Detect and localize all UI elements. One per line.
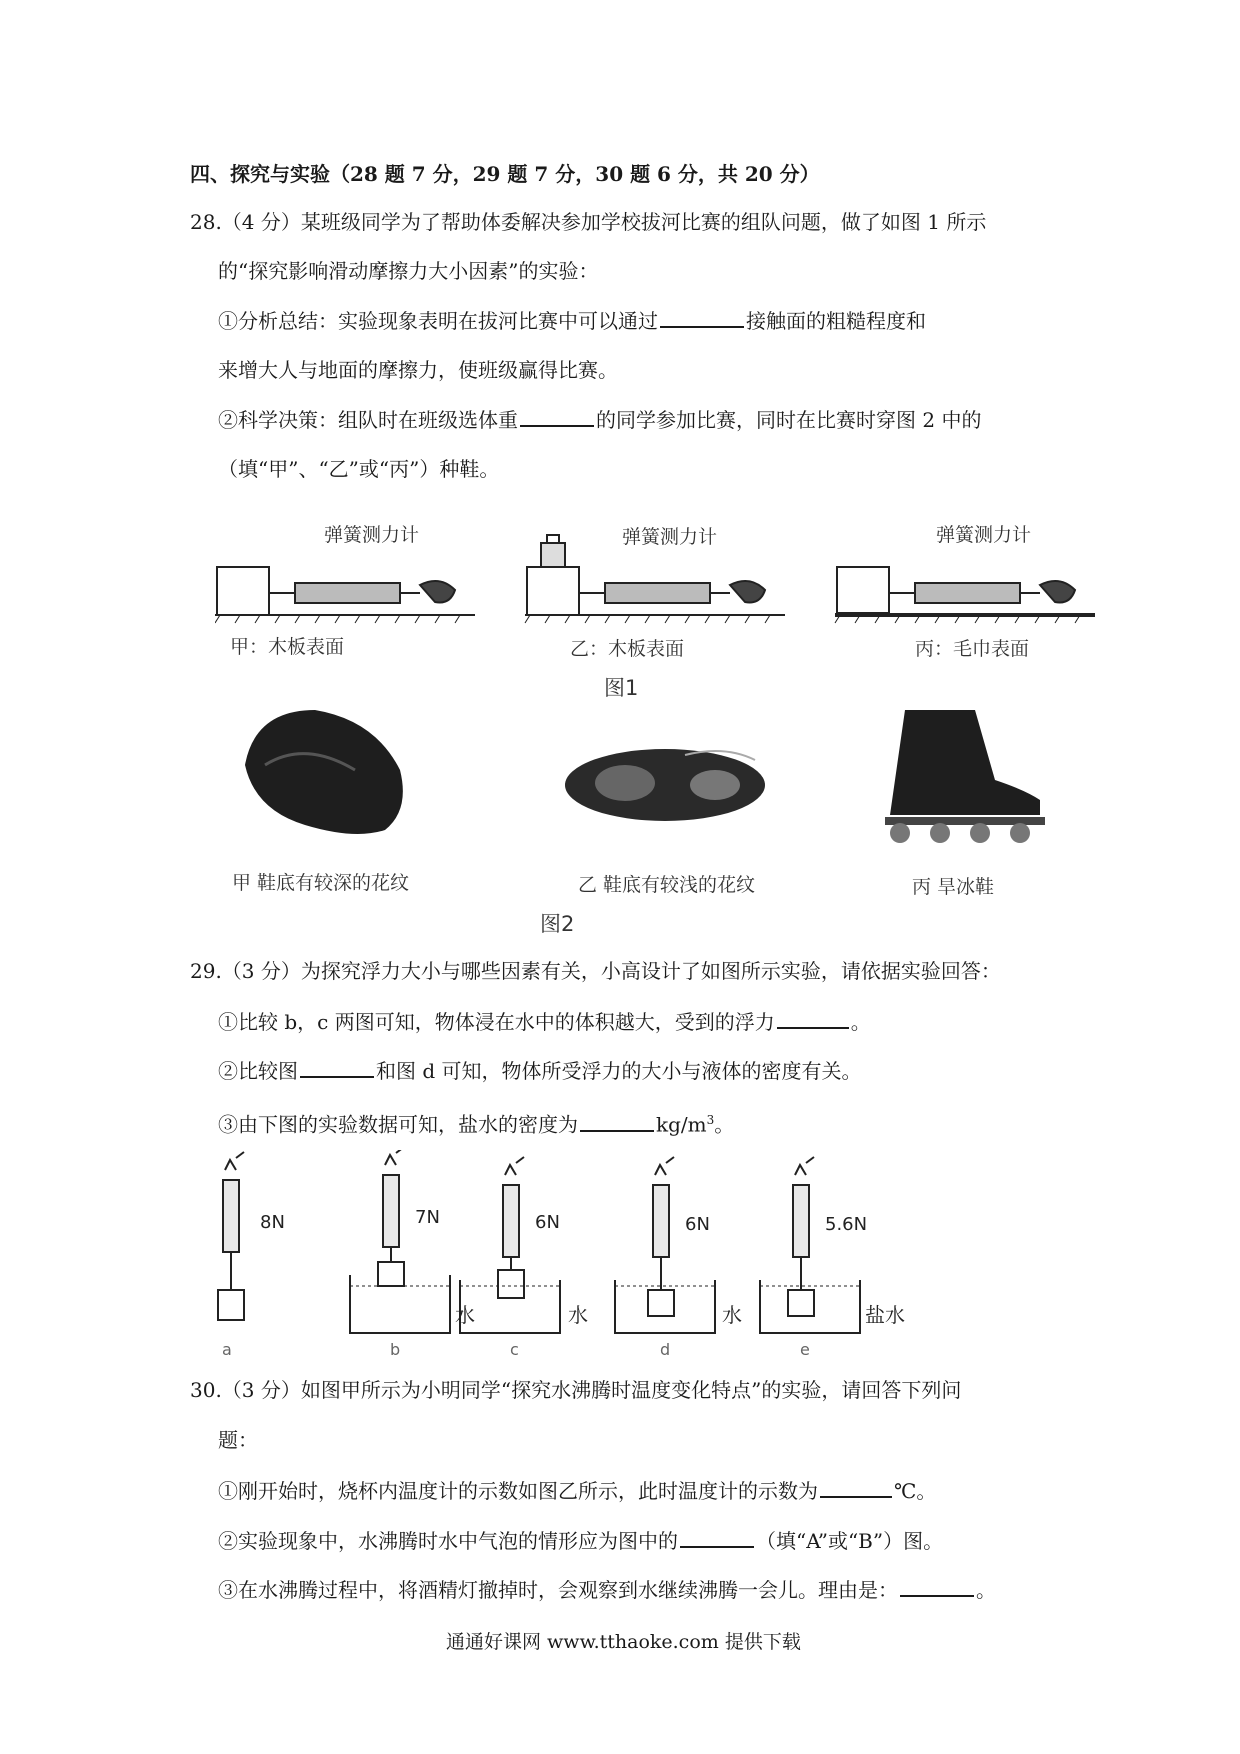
roller-skate-icon	[885, 710, 1045, 843]
q29-part3-end: 。	[714, 1112, 735, 1137]
q30-part2	[218, 1526, 943, 1555]
buoyancy-setup-e	[760, 1157, 860, 1333]
buoyancy-setup-b	[350, 1150, 450, 1333]
q28-part1-cont: 来增大人与地面的摩擦力，使班级赢得比赛。	[218, 358, 618, 382]
q28-part2-text-a: ②科学决策：组队时在班级选体重	[218, 408, 518, 432]
q29-part3-unit: kg/m	[656, 1112, 707, 1137]
fig1-label: 图1	[604, 676, 639, 700]
liquid-label-c: 水	[568, 1303, 588, 1327]
q28-stem-line1: 28.（4 分）某班级同学为了帮助体委解决参加学校拔河比赛的组队问题，做了如图 1 所示	[190, 210, 987, 234]
fig1-meter-label-c: 弹簧测力计	[936, 524, 1032, 546]
q30-blank-2[interactable]	[680, 1526, 754, 1548]
fig1-meter-label-a: 弹簧测力计	[324, 524, 420, 546]
q29-part3	[218, 1106, 734, 1139]
fig1-caption-b: 乙：木板表面	[570, 638, 685, 660]
liquid-label-e: 盐水	[865, 1303, 905, 1327]
q30-stem-line2: 题：	[218, 1428, 258, 1452]
fig2-label: 图2	[540, 912, 575, 936]
q30-part2-text-a: ②实验现象中，水沸腾时水中气泡的情形应为图中的	[218, 1529, 678, 1553]
q28-part1-text-b: 接触面的粗糙程度和	[746, 309, 926, 333]
setup-label-e: e	[800, 1340, 810, 1359]
section-title: 四、探究与实验（28 题 7 分，29 题 7 分，30 题 6 分，共 20 分）	[190, 162, 820, 186]
reading-b: 7N	[415, 1207, 440, 1228]
q30-part2-text-b: （填“A”或“B”）图。	[756, 1529, 944, 1553]
fig2-caption-a: 甲 鞋底有较深的花纹	[232, 872, 410, 894]
setup-label-c: c	[510, 1340, 519, 1359]
fig1-panel-a	[215, 567, 475, 623]
q29-part1-text-b: 。	[850, 1010, 871, 1034]
q29-part2-text-a: ②比较图	[218, 1059, 298, 1083]
reading-c: 6N	[535, 1212, 560, 1233]
fig1-caption-a: 甲：木板表面	[230, 636, 345, 658]
fig1-meter-label-b: 弹簧测力计	[622, 526, 718, 548]
reading-d: 6N	[685, 1214, 710, 1235]
setup-label-b: b	[390, 1340, 401, 1359]
q30-part1	[218, 1476, 936, 1505]
fig2-caption-c: 丙 旱冰鞋	[912, 876, 995, 898]
q29-blank-3[interactable]	[580, 1110, 654, 1132]
q29-part2	[218, 1056, 862, 1085]
q28-part2	[218, 405, 981, 434]
q30-part3-text-a: ③在水沸腾过程中，将酒精灯撤掉时，会观察到水继续沸腾一会儿。理由是：	[218, 1578, 898, 1602]
fig1-caption-c: 丙：毛巾表面	[915, 638, 1030, 660]
q30-blank-3[interactable]	[900, 1575, 974, 1597]
q29-stem: 29.（3 分）为探究浮力大小与哪些因素有关，小高设计了如图所示实验，请依据实验回答：	[190, 959, 1001, 983]
setup-label-a: a	[222, 1340, 232, 1359]
q28-blank-1[interactable]	[660, 306, 744, 328]
reading-e: 5.6N	[825, 1214, 868, 1235]
q30-part1-text-a: ①刚开始时，烧杯内温度计的示数如图乙所示，此时温度计的示数为	[218, 1479, 818, 1503]
liquid-label-d: 水	[722, 1303, 742, 1327]
buoyancy-setup-a	[218, 1152, 244, 1320]
reading-a: 8N	[260, 1212, 285, 1233]
q28-part1	[218, 306, 926, 335]
shoe-deep-tread-icon	[245, 710, 403, 834]
q30-blank-1[interactable]	[820, 1476, 892, 1498]
footer-source: 通通好课网 www.tthaoke.com 提供下载	[446, 1631, 801, 1653]
q30-part3	[218, 1575, 996, 1604]
q29-part2-text-b: 和图 d 可知，物体所受浮力的大小与液体的密度有关。	[376, 1059, 862, 1083]
figure-buoyancy-experiment	[200, 1150, 1050, 1360]
q28-part2-cont: （填“甲”、“乙”或“丙”）种鞋。	[218, 457, 500, 481]
q29-part3-sup: 3	[706, 1113, 715, 1127]
liquid-label-b: 水	[455, 1303, 475, 1327]
q28-part1-text-a: ①分析总结：实验现象表明在拔河比赛中可以通过	[218, 309, 658, 333]
setup-label-d: d	[660, 1340, 671, 1359]
q30-stem-line1: 30.（3 分）如图甲所示为小明同学“探究水沸腾时温度变化特点”的实验，请回答下列问	[190, 1378, 962, 1402]
q29-part1-text-a: ①比较 b，c 两图可知，物体浸在水中的体积越大，受到的浮力	[218, 1010, 775, 1034]
fig2-caption-b: 乙 鞋底有较浅的花纹	[578, 874, 756, 896]
q29-blank-2[interactable]	[300, 1056, 374, 1078]
q30-part1-text-b: ℃。	[894, 1479, 937, 1503]
figure2-shoes	[235, 705, 1065, 845]
q28-stem-line2: 的“探究影响滑动摩擦力大小因素”的实验：	[218, 259, 599, 283]
q29-part1	[218, 1007, 871, 1036]
q29-part3-text-a: ③由下图的实验数据可知，盐水的密度为	[218, 1112, 578, 1137]
q29-blank-1[interactable]	[777, 1007, 849, 1029]
buoyancy-setup-c	[460, 1157, 560, 1333]
fig1-panel-c	[835, 567, 1095, 623]
q28-blank-2[interactable]	[520, 405, 594, 427]
q28-part2-text-b: 的同学参加比赛，同时在比赛时穿图 2 中的	[596, 408, 982, 432]
buoyancy-setup-d	[615, 1157, 715, 1333]
q30-part3-text-b: 。	[976, 1578, 996, 1602]
shoe-shallow-tread-icon	[565, 749, 765, 821]
